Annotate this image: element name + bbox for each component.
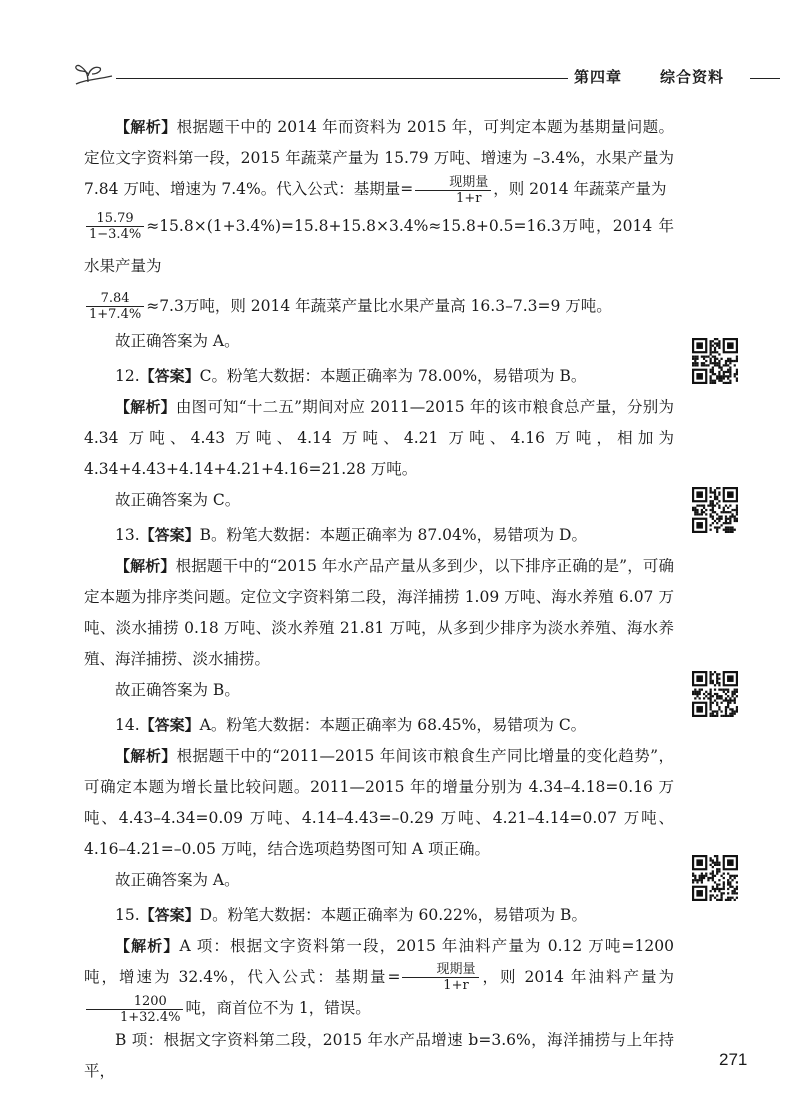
formula-fraction <box>402 962 478 993</box>
formula-fraction <box>86 994 183 1025</box>
answer-line-14 <box>84 710 674 741</box>
answer-text: B。粉笔大数据：本题正确率为 87.04%，易错项为 D。 <box>199 525 587 544</box>
answer-tag: 【答案】 <box>139 905 200 924</box>
analysis-text: 根据题干中的“2011—2015 年间该市粮食生产同比增量的变化趋势”，可确定本题为增长量比较问题。2011—2015 年的增量分别为 4.34–4.18=0.16 万吨、4.43–4.34=0.09 万吨、4.14–4.43=–0.29 万吨、4.21–4.14=0.07 万吨、4.16–4.21=–0.05 万吨，结合选项趋势图可知 A 项正确。 <box>84 746 674 858</box>
question-number: 13. <box>115 525 140 544</box>
conclusion-line: 故正确答案为 A。 <box>115 870 240 889</box>
answer-tag: 【答案】 <box>139 715 200 734</box>
fraction-numerator: 7.84 <box>86 291 144 307</box>
conclusion-line: 故正确答案为 A。 <box>115 331 240 350</box>
analysis-text: 吨，商首位不为 1，错误。 <box>185 999 371 1017</box>
page-header <box>80 60 780 90</box>
equation-line <box>84 286 674 326</box>
chapter-label: 第四章 <box>574 68 623 86</box>
header-rule-left <box>116 78 568 79</box>
analysis-text: ，则 2014 年蔬菜产量为 <box>493 180 667 198</box>
fraction-numerator: 15.79 <box>86 211 144 227</box>
equation-line <box>84 206 674 286</box>
formula-fraction <box>86 211 144 242</box>
answer-text: D。粉笔大数据：本题正确率为 60.22%，易错项为 B。 <box>199 905 587 924</box>
sprout-icon <box>74 58 114 88</box>
analysis-text: ，则 2014 年油料产量为 <box>480 967 674 986</box>
answer-text: C。粉笔大数据：本题正确率为 78.00%，易错项为 B。 <box>199 366 587 385</box>
analysis-paragraph <box>84 112 674 206</box>
analysis-text: 由图可知“十二五”期间对应 2011—2015 年的该市粮食总产量，分别为 4.34 万吨、4.43 万吨、4.14 万吨、4.21 万吨、4.16 万吨，相加为 4.34+4.43+4.14+4.21+4.16=21.28 万吨。 <box>84 397 674 478</box>
qr-pattern <box>692 487 738 533</box>
fraction-denominator: 1+r <box>456 190 482 206</box>
analysis-tag: 【解析】 <box>115 556 176 575</box>
fraction-numerator: 现期量 <box>402 962 478 978</box>
answer-tag: 【答案】 <box>139 525 200 544</box>
header-rule-right <box>750 78 780 79</box>
fraction-denominator: 1+r <box>443 978 469 993</box>
analysis-tag: 【解析】 <box>115 936 180 955</box>
analysis-tag: 【解析】 <box>115 746 177 765</box>
qr-code-icon[interactable] <box>692 487 738 533</box>
qr-pattern <box>692 338 738 384</box>
fraction-denominator: 1+7.4% <box>89 307 142 322</box>
answer-text: A。粉笔大数据：本题正确率为 68.45%，易错项为 C。 <box>199 715 587 734</box>
qr-pattern <box>692 855 738 901</box>
analysis-text: A 项：根据文字资料第一段，2015 年油料产量为 0.12 万吨=1200 吨，增速为 32.4%，代入公式：基期量= <box>84 936 674 986</box>
analysis-paragraph <box>84 931 674 1025</box>
answer-tag: 【答案】 <box>139 366 200 385</box>
page-number: 271 <box>719 1050 748 1069</box>
qr-code-icon[interactable] <box>692 338 738 384</box>
question-number: 15. <box>115 905 140 924</box>
page-body <box>84 112 674 1087</box>
analysis-paragraph: B 项：根据文字资料第二段，2015 年水产品增速 b=3.6%，海洋捕捞与上年持平， <box>84 1030 674 1080</box>
qr-code-icon[interactable] <box>692 855 738 901</box>
qr-pattern <box>692 671 738 717</box>
answer-line-13 <box>84 520 674 551</box>
equation-text: ≈7.3万吨，则 2014 年蔬菜产量比水果产量高 16.3–7.3=9 万吨。 <box>146 296 612 315</box>
fraction-denominator: 1−3.4% <box>89 227 142 242</box>
analysis-text: 根据题干中的 2014 年而资料为 2015 年，可判定本题为基期量问题。定位文字资料第一段，2015 年蔬菜产量为 15.79 万吨、增速为 –3.4%，水果产量为 7.84 万吨、增速为 7.4%。代入公式：基期量= <box>84 118 674 198</box>
formula-fraction <box>415 175 491 206</box>
answer-line-15 <box>84 900 674 931</box>
question-number: 12. <box>115 366 140 385</box>
answer-line-12 <box>84 361 674 392</box>
analysis-text: 根据题干中的“2015 年水产品产量从多到少，以下排序正确的是”，可确定本题为排序类问题。定位文字资料第二段，海洋捕捞 1.09 万吨、海水养殖 6.07 万吨、淡水捕捞 0.18 万吨、淡水养殖 21.81 万吨，从多到少排序为淡水养殖、海水养殖、海洋捕捞、淡水捕捞。 <box>84 556 674 668</box>
fraction-numerator: 现期量 <box>415 175 491 191</box>
conclusion-line: 故正确答案为 B。 <box>115 680 240 699</box>
analysis-paragraph <box>84 392 674 485</box>
equation-text: ≈15.8×(1+3.4%)=15.8+15.8×3.4%≈15.8+0.5=16.3万吨，2014 年水果产量为 <box>84 216 674 275</box>
qr-code-icon[interactable] <box>692 671 738 717</box>
analysis-paragraph <box>84 551 674 675</box>
analysis-tag: 【解析】 <box>115 397 176 416</box>
analysis-paragraph <box>84 741 674 865</box>
conclusion-line: 故正确答案为 C。 <box>115 490 241 509</box>
fraction-numerator: 1200 <box>86 994 183 1010</box>
fraction-denominator: 1+32.4% <box>120 1009 181 1025</box>
formula-fraction <box>86 291 144 322</box>
question-number: 14. <box>115 715 140 734</box>
analysis-tag: 【解析】 <box>115 118 177 136</box>
section-label: 综合资料 <box>660 68 725 86</box>
